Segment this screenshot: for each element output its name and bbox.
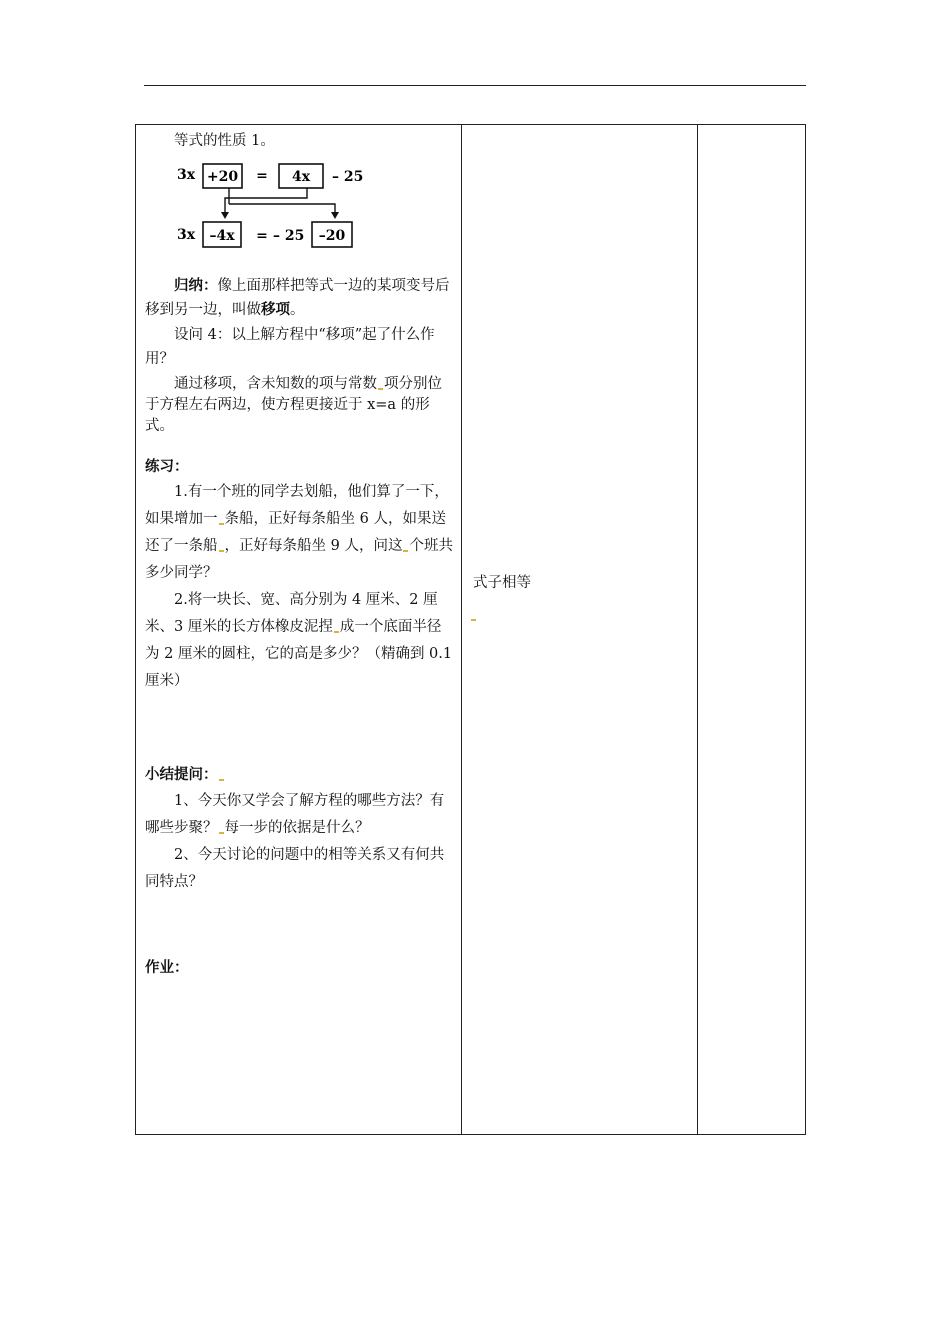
diagram-box4-label: –20 [318,227,346,244]
recap-2: 2、今天讨论的问题中的相等关系又有何共同特点？ [145,846,445,890]
lesson-table [135,124,806,1135]
summary-paragraph: 归纳：像上面那样把等式一边的某项变号后移到另一边，叫做移项。 [145,276,450,318]
diagram-var-1: 3x [177,166,196,183]
diagram-var-2: 3x [177,226,196,243]
diagram-mid: – 25 [273,227,305,244]
teaching-content-column [145,125,455,980]
question-4: 设问 4：以上解方程中“移项”起了什么作用？ [145,326,435,367]
diagram-box3-label: –4x [209,227,235,244]
arrow-line [225,188,307,214]
arrow-head [331,212,339,219]
recap-1: 1、今天你又学会了解方程的哪些方法？有哪些步聚？ 每一步的依据是什么？ [145,792,445,836]
transposition-diagram [145,156,445,252]
column-divider [697,125,698,1134]
diagram-equals: = [256,227,268,244]
homework-label: 作业： [145,958,189,976]
intro-text: 等式的性质 1。 [174,133,275,149]
student-activity-note: 式子相等 [473,575,531,591]
recap-label: 小结提问： [145,763,455,788]
column-divider [461,125,462,1134]
header-rule [144,85,806,86]
summary-term: 移项 [261,301,290,318]
practice-2: 2.将一块长、宽、高分别为 4 厘米、2 厘米、3 厘米的长方体橡皮泥捏 成一个底面半径为 2 厘米的圆柱，它的高是多少？（精确到 0.1 厘米） [145,592,453,689]
diagram-box2-label: 4x [291,168,311,185]
highlight-mark [471,619,476,621]
practice-label: 练习： [145,457,189,475]
summary-label: 归纳： [174,276,218,294]
diagram-tail: – 25 [332,168,364,185]
diagram-box1-label: +20 [206,168,239,185]
answer-4: 通过移项，含未知数的项与常数 项分别位于方程左右两边，使方程更接近于 x=a 的形式。 [145,375,442,434]
arrow-head [221,212,229,219]
arrow-line [229,204,335,214]
diagram-equals: = [256,167,268,184]
practice-1: 1.有一个班的同学去划船，他们算了一下，如果增加一 条船，正好每条船坐 6 人，如果送还了一条船 ，正好每条船坐 9 人，问这 个班共多少同学？ [145,484,453,581]
